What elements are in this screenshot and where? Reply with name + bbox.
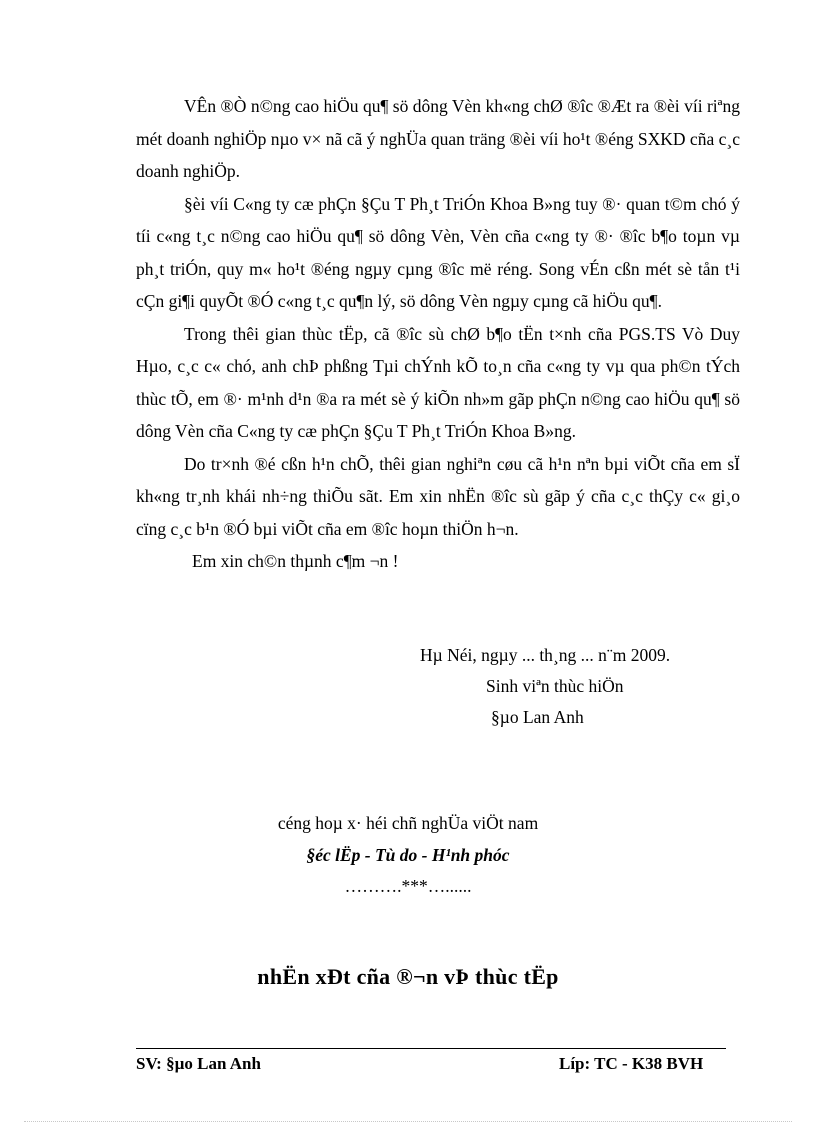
body-text bbox=[136, 90, 740, 578]
footer-class: Líp: TC - K38 BVH bbox=[559, 1054, 704, 1073]
section-title: nhËn xÐt cña ®¬n vÞ thùc tËp bbox=[257, 964, 559, 989]
page-bottom-border bbox=[24, 1121, 792, 1122]
footer-student: SV: §µo Lan Anh bbox=[136, 1054, 261, 1073]
republic-heading: céng hoµ x· héi chñ nghÜa viÖt nam bbox=[277, 813, 539, 833]
signature-name: §µo Lan Anh bbox=[491, 707, 584, 727]
paragraph-1: VÊn ®Ò n©ng cao hiÖu qu¶ sö dông Vèn kh«ng chØ ®îc ®Æt ra ®èi víi riªng mét doanh nghiÖp nµo v× nã cã ý nghÜa quan träng ®èi víi ho¹t ®éng SXKD cña c¸c doanh nghiÖp. bbox=[136, 96, 740, 181]
motto-heading: §éc lËp - Tù do - H¹nh phóc bbox=[306, 845, 510, 865]
signature-place-date: Hµ Néi, ngµy ... th¸ng ... n¨m 2009. bbox=[420, 645, 671, 665]
ornament-line: ……….***…...... bbox=[344, 876, 472, 896]
thanks-line: Em xin ch©n thµnh c¶m ¬n ! bbox=[192, 551, 399, 571]
paragraph-2: §èi víi C«ng ty cæ phÇn §Çu T Ph¸t TriÓn Khoa B»ng tuy ®· quan t©m chó ý tíi c«ng t¸c n©ng cao hiÖu qu¶ sö dông Vèn, Vèn cña c«ng ty ®· ®îc b¶o toµn vµ ph¸t triÓn, quy m« ho¹t ®éng ngµy cµng ®îc më réng. Song vÉn cßn mét sè tån t¹i cÇn gi¶i quyÕt ®Ó c«ng t¸c qu¶n lý, sö dông Vèn ngµy cµng cã hiÖu qu¶. bbox=[136, 193, 740, 311]
paragraph-4: Do tr×nh ®é cßn h¹n chÕ, thêi gian nghiªn cøu cã h¹n nªn bµi viÕt cña em sÏ kh«ng tr¸nh khái nh÷ng thiÕu sãt. Em xin nhËn ®îc sù gãp ý cña c¸c thÇy c« gi¸o cïng c¸c b¹n ®Ó bµi viÕt cña em ®îc hoµn thiÖn h¬n. bbox=[136, 453, 740, 539]
paragraph-3: Trong thêi gian thùc tËp, cã ®îc sù chØ b¶o tËn t×nh cña PGS.TS Vò Duy Hµo, c¸c c« chó, anh chÞ phßng Tµi chÝnh kÕ to¸n cña c«ng ty vµ qua ph©n tÝch thùc tÕ, em ®· m¹nh d¹n ®a ra mét sè ý kiÕn nh»m gãp phÇn n©ng cao hiÖu qu¶ sö dông Vèn cña C«ng ty cæ phÇn §Çu T Ph¸t TriÓn Khoa B»ng. bbox=[136, 323, 740, 441]
footer-divider bbox=[136, 1048, 726, 1049]
signature-role: Sinh viªn thùc hiÖn bbox=[486, 676, 624, 696]
